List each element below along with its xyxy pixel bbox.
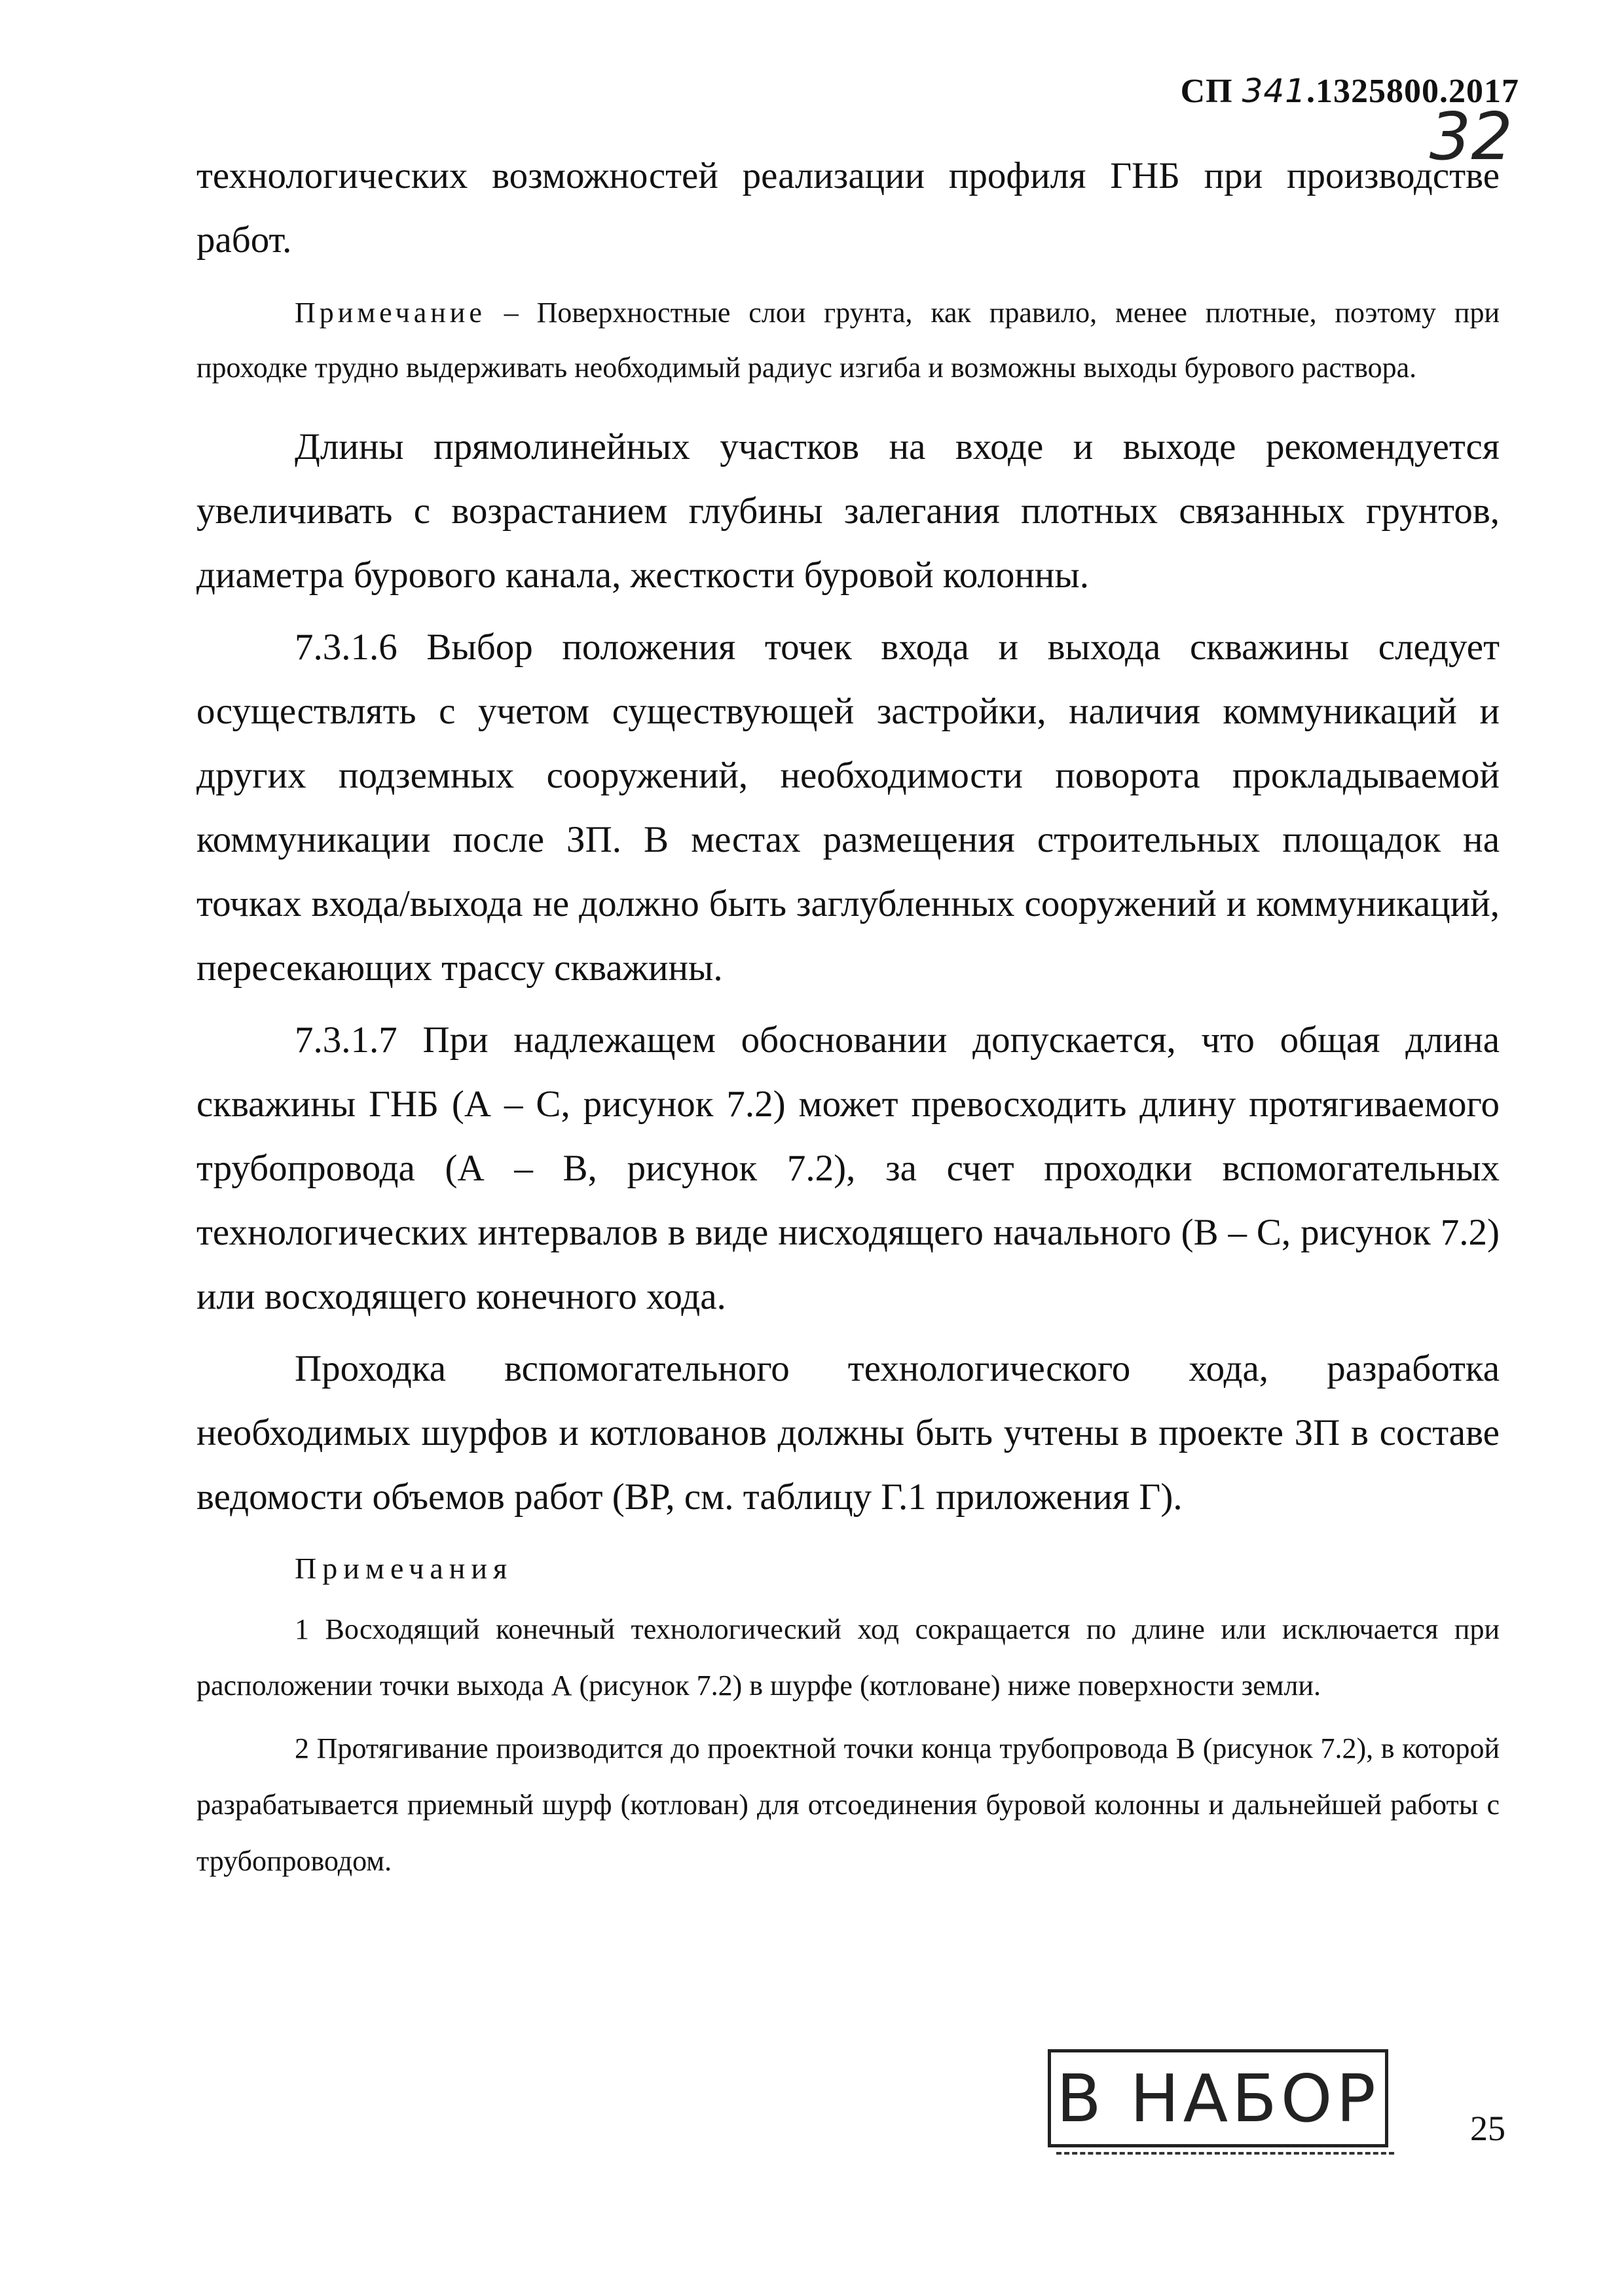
note-item-1: 1 Восходящий конечный технологический ход сокращается по длине или исключается при расположении точки выхода А (рисунок 7.2) в шурфе (котловане) ниже поверхности земли.	[196, 1613, 1500, 1702]
paragraph-auxiliary-pass: Проходка вспомогательного технологического хода, разработка необходимых шурфов и котлованов должны быть учтены в проекте ЗП в составе ведомости объемов работ (ВР, см. таблицу Г.1 приложения Г).	[196, 1348, 1500, 1518]
page-number: 25	[1470, 2109, 1505, 2148]
document-code-prefix: СП	[1180, 73, 1233, 110]
note-item-2: 2 Протягивание производится до проектной точки конца трубопровода В (рисунок 7.2), в которой разрабатывается приемный шурф (котлован) для отсоединения буровой колонны и дальнейшей работы с трубопроводом.	[196, 1732, 1500, 1877]
clause-7-3-1-6: 7.3.1.6 Выбор положения точек входа и выхода скважины следует осуществлять с учетом существующей застройки, наличия коммуникаций и других подземных сооружений, необходимости поворота прокладываемой коммуникации после ЗП. В местах размещения строительных площадок на точках входа/выхода не должно быть заглубленных сооружений и коммуникаций, пересекающих трассу скважины.	[196, 627, 1500, 989]
clause-7-3-1-7: 7.3.1.7 При надлежащем обосновании допускается, что общая длина скважины ГНБ (А – С, рисунок 7.2) может превосходить длину протягиваемого трубопровода (А – В, рисунок 7.2), за счет проходки вспомогательных технологических интервалов в виде нисходящего начального (В – С, рисунок 7.2) или восходящего конечного хода.	[196, 1019, 1500, 1317]
paragraph-straight-sections: Длины прямолинейных участков на входе и выходе рекомендуется увеличивать с возрастанием глубины залегания плотных связанных грунтов, диаметра бурового канала, жесткости буровой колонны.	[196, 426, 1500, 596]
body-text	[196, 144, 1500, 1896]
note-text: – Поверхностные слои грунта, как правило, менее плотные, поэтому при проходке трудно выдерживать необходимый радиус изгиба и возможны выходы бурового раствора.	[196, 297, 1500, 384]
document-code-handwritten-number: 341	[1242, 72, 1306, 110]
document-code-suffix: .1325800.2017	[1306, 73, 1519, 110]
handwritten-sheet-number: 32	[1429, 98, 1513, 175]
note-paragraph	[196, 285, 1500, 395]
notes-heading: Примечания	[295, 1552, 513, 1585]
typeset-stamp: В НАБОР	[1048, 2049, 1388, 2147]
note-label: Примечание	[295, 297, 486, 329]
paragraph-continuation: технологических возможностей реализации профиля ГНБ при производстве работ.	[196, 155, 1500, 261]
